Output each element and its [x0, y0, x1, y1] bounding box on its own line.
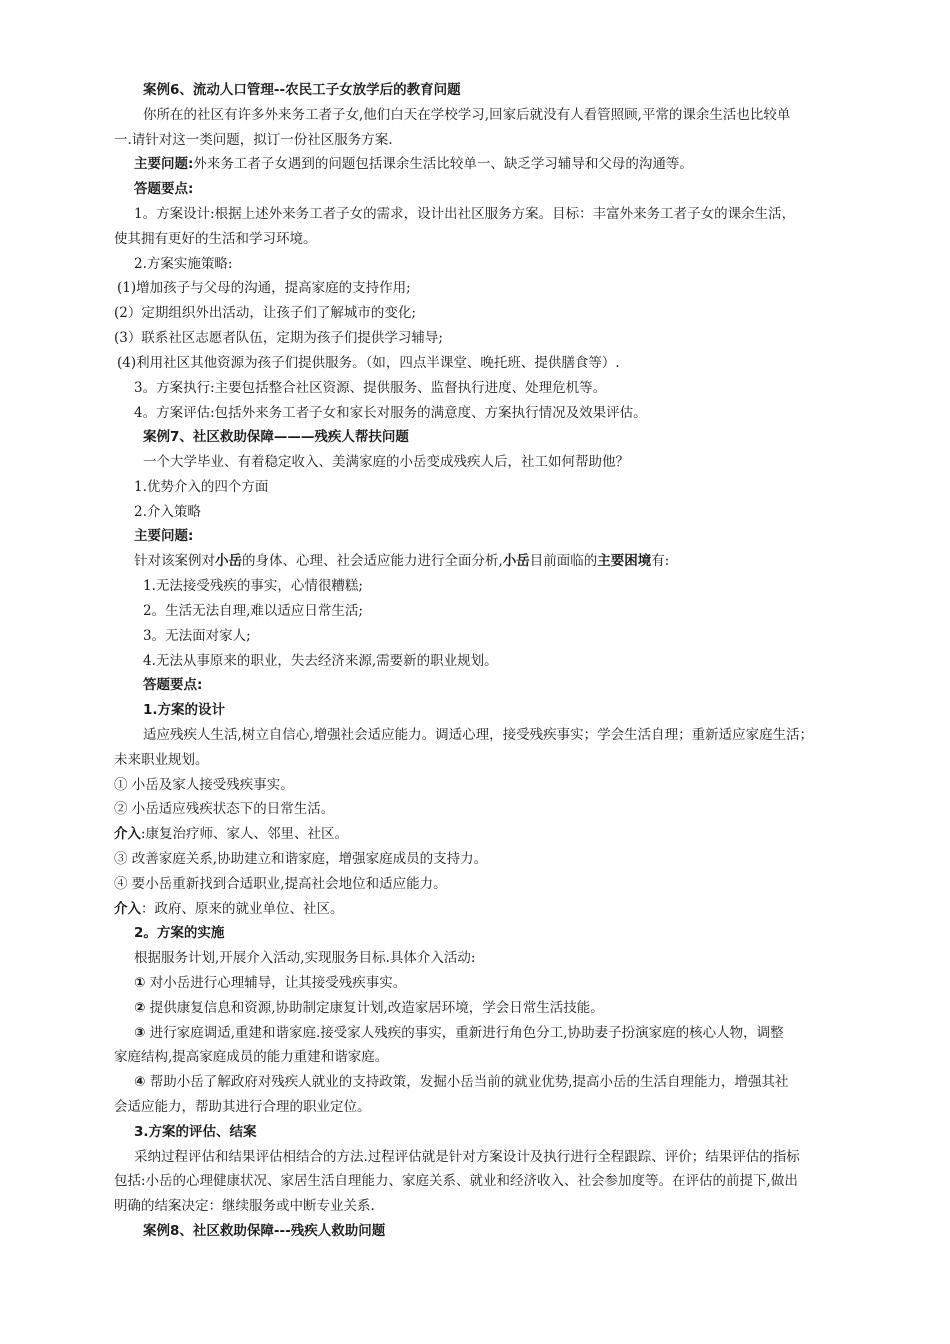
case7-answer-label: 答题要点:: [143, 677, 203, 693]
case7-eval-line2: 包括:小岳的心理健康状况、家居生活自理能力、家庭关系、就业和经济收入、社会参加度等。在评估的前提下,做出: [114, 1173, 798, 1189]
case7-content4: ④ 要小岳重新找到合适职业,提高社会地位和适应能力。: [114, 876, 447, 892]
case7-activity1: [134, 974, 406, 992]
case7-impl-title: 2。方案的实施: [134, 925, 225, 941]
case7-difficulty1: 1.无法接受残疾的事实，心情很糟糕;: [143, 578, 363, 594]
case7-title: 案例7、社区救助保障———残疾人帮扶问题: [143, 429, 409, 445]
intervene-text: :康复治疗师、家人、邻里、社区。: [141, 826, 349, 842]
activity-text: 对小岳进行心理辅导，让其接受残疾事实。: [145, 975, 407, 991]
case7-intro: 一个大学毕业、有着稳定收入、美满家庭的小岳变成残疾人后，社工如何帮助他？: [143, 454, 629, 470]
case6-point3: 3。方案执行:主要包括整合社区资源、提供服务、监督执行进度、处理危机等。: [134, 380, 607, 396]
activity-marker: ④: [134, 1074, 146, 1090]
case7-design-title: 1.方案的设计: [143, 702, 226, 718]
analysis-text-a: 针对该案例对: [134, 553, 215, 569]
case7-eval-line1: 采纳过程评估和结果评估相结合的方法.过程评估就是针对方案设计及执行进行全程跟踪、评价；结果评估的指标: [134, 1149, 800, 1165]
activity-marker: ①: [134, 975, 146, 991]
main-problem-text: 外来务工者子女遇到的问题包括课余生活比较单一、缺乏学习辅导和父母的沟通等。: [193, 156, 693, 172]
case6-intro-line2: 一.请针对这一类问题，拟订一份社区服务方案.: [114, 132, 393, 148]
analysis-name-2: 小岳: [502, 553, 530, 569]
analysis-text-c: 目前面临的: [529, 553, 598, 569]
case6-strategy3: (3）联系社区志愿者队伍，定期为孩子们提供学习辅导;: [114, 330, 443, 346]
analysis-key-term: 主要困境: [597, 553, 652, 569]
case6-strategy4: (4)利用社区其他资源为孩子们提供服务。（如，四点半课堂、晚托班、提供膳食等）.: [117, 355, 620, 371]
case7-eval-line3: 明确的结案决定：继续服务或中断专业关系.: [114, 1198, 375, 1214]
intervene-label: 介入: [114, 826, 141, 842]
case7-design-line1: 适应残疾人生活,树立自信心,增强社会适应能力。调适心理，接受残疾事实；学会生活自理；重新适应家庭生活；: [143, 727, 814, 743]
case6-point1-line1: 1。方案设计:根据上述外来务工者子女的需求，设计出社区服务方案。目标：丰富外来务工者子女的课余生活，: [134, 206, 796, 222]
case6-point2: 2.方案实施策略:: [134, 256, 233, 272]
activity-marker: ③: [134, 1025, 146, 1041]
case7-design-line2: 未来职业规划。: [114, 752, 209, 768]
case6-point4: 4。方案评估:包括外来务工者子女和家长对服务的满意度、方案执行情况及效果评估。: [134, 405, 647, 421]
case7-activity3-line1: [134, 1024, 784, 1042]
main-problem-label: 主要问题:: [134, 156, 194, 172]
case7-activity3-line2: 家庭结构,提高家庭成员的能力重建和谐家庭。: [114, 1049, 389, 1065]
case7-difficulty3: 3。无法面对家人;: [143, 628, 251, 644]
case7-intervene2: [114, 900, 344, 918]
analysis-text-d: 有:: [651, 553, 670, 569]
case7-main-problem-label: 主要问题:: [134, 528, 194, 544]
analysis-name-1: 小岳: [215, 553, 242, 569]
activity-text: 帮助小岳了解政府对残疾人就业的支持政策，发掘小岳当前的就业优势,提高小岳的生活自理能力，增强其社: [145, 1074, 789, 1090]
case6-point1-line2: 使其拥有更好的生活和学习环境。: [114, 231, 317, 247]
case7-impl-intro: 根据服务计划,开展介入活动,实现服务目标.具体介入活动:: [134, 950, 476, 966]
case6-strategy2: (2）定期组织外出活动，让孩子们了解城市的变化;: [114, 305, 416, 321]
case7-question1: 1.优势介入的四个方面: [134, 479, 269, 495]
case7-content2: ② 小岳适应残疾状态下的日常生活。: [114, 801, 335, 817]
case7-question2: 2.介入策略: [134, 504, 201, 520]
case7-activity4-line2: 会适应能力，帮助其进行合理的职业定位。: [114, 1099, 371, 1115]
case7-activity4-line1: [134, 1073, 789, 1091]
case6-main-problem: [134, 155, 693, 173]
activity-text: 进行家庭调适,重建和谐家庭.接受家人残疾的事实，重新进行角色分工,协助妻子扮演家庭的核心人物，调整: [145, 1025, 784, 1041]
case7-difficulty4: 4.无法从事原来的职业，失去经济来源,需要新的职业规划。: [143, 653, 498, 669]
case6-title: 案例6、流动人口管理--农民工子女放学后的教育问题: [143, 82, 461, 98]
activity-text: 提供康复信息和资源,协助制定康复计划,改造家居环境，学会日常生活技能。: [145, 1000, 604, 1016]
case7-difficulty2: 2。生活无法自理,难以适应日常生活;: [143, 603, 363, 619]
case6-intro-line1: 你所在的社区有许多外来务工者子女,他们白天在学校学习,回家后就没有人看管照顾,平常的课余生活也比较单: [143, 107, 791, 123]
case7-intervene1: [114, 825, 348, 843]
case7-activity2: [134, 999, 604, 1017]
case6-answer-label: 答题要点:: [134, 181, 194, 197]
analysis-text-b: 的身体、心理、社会适应能力进行全面分析,: [242, 553, 503, 569]
case7-content1: ① 小岳及家人接受残疾事实。: [114, 777, 294, 793]
case7-analysis: [134, 552, 669, 570]
case7-eval-title: 3.方案的评估、结案: [134, 1124, 257, 1140]
case7-content3: ③ 改善家庭关系,协助建立和谐家庭，增强家庭成员的支持力。: [114, 851, 488, 867]
case6-strategy1: (1)增加孩子与父母的沟通，提高家庭的支持作用;: [117, 280, 411, 296]
intervene-text: ：政府、原来的就业单位、社区。: [141, 901, 344, 917]
intervene-label: 介入: [114, 901, 141, 917]
activity-marker: ②: [134, 1000, 146, 1016]
case8-title: 案例8、社区救助保障---残疾人救助问题: [143, 1223, 386, 1239]
